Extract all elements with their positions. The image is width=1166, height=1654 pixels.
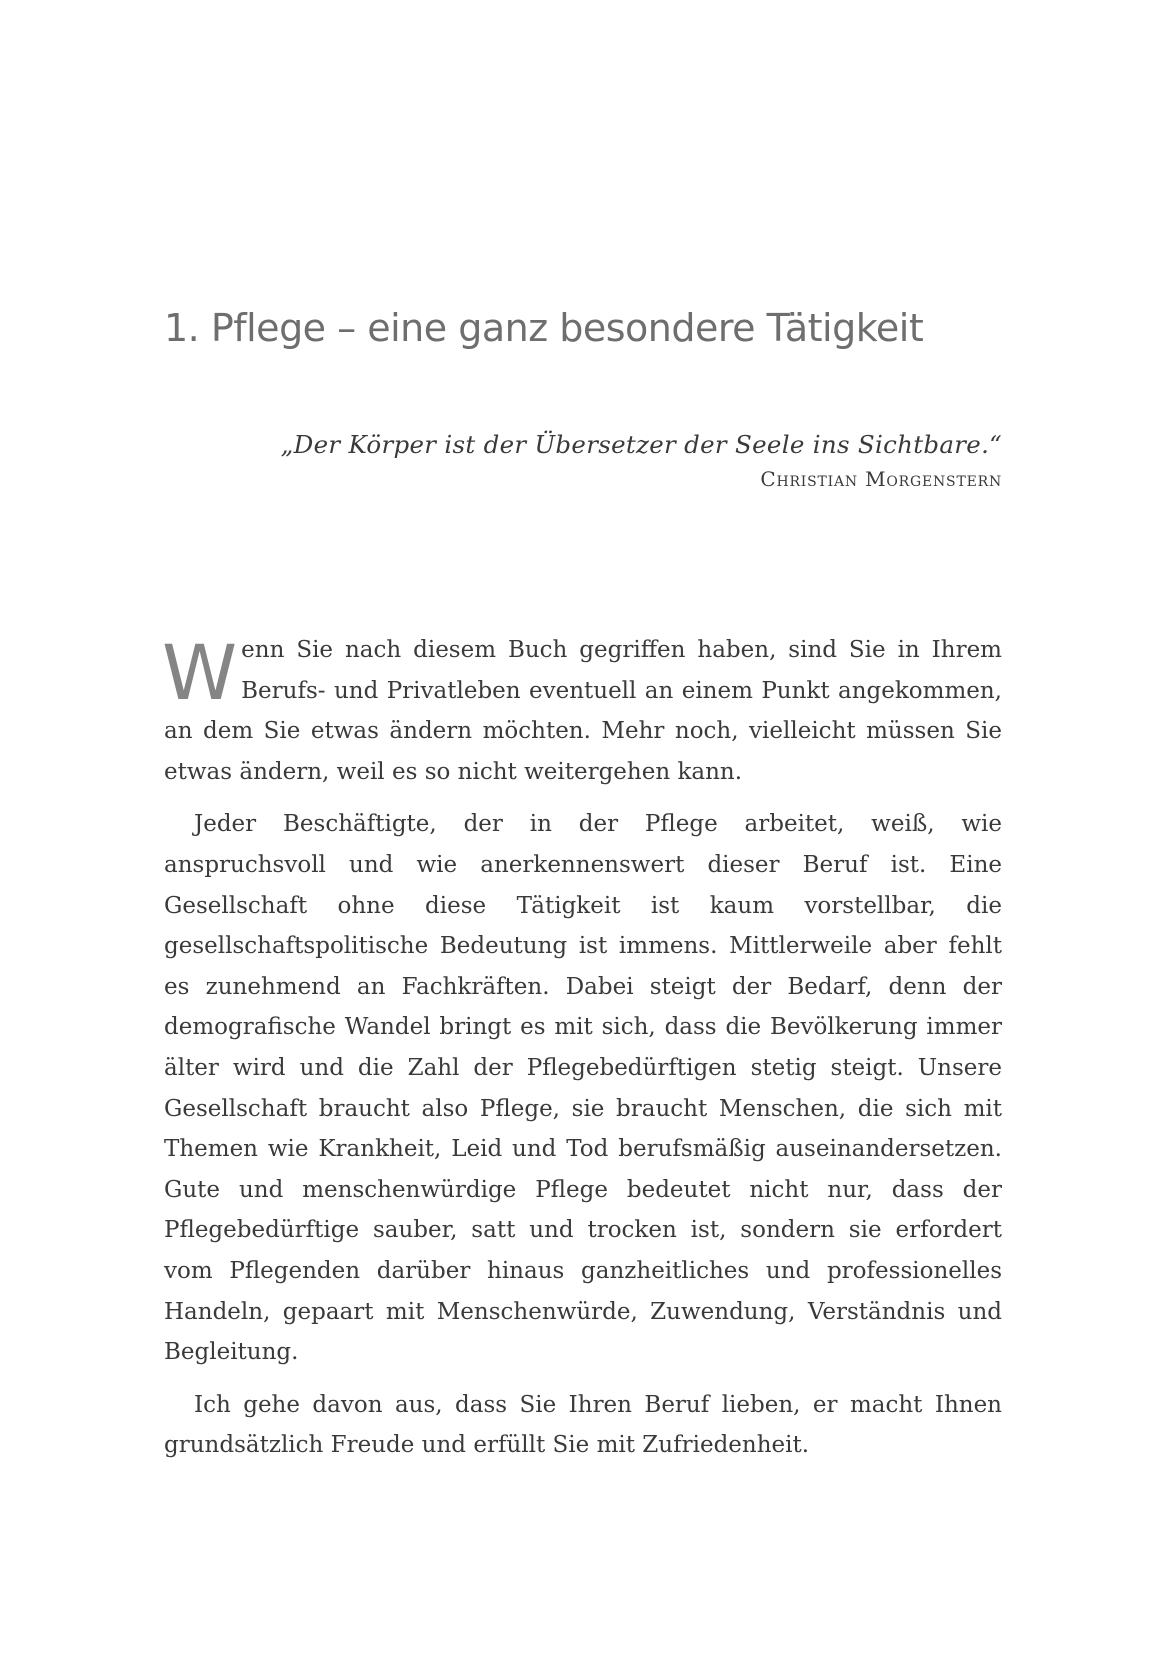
epigraph-quote: „Der Körper ist der Übersetzer der Seele ins Sichtbare.“ [280,430,1002,459]
epigraph-author: Christian Morgenstern [760,467,1002,491]
epigraph [281,428,1002,496]
paragraph-2: Jeder Beschäftigte, der in der Pflege arbeitet, weiß, wie anspruchsvoll und wie anerkennenswert dieser Beruf ist. Eine Gesellschaft ohne diese Tätigkeit ist kaum vorstellbar, die gesellschaftspolitische Bedeutung ist immens. Mittlerweile aber fehlt es zunehmend an Fachkräften. Dabei steigt der Bedarf, denn der demografische Wandel bringt es mit sich, dass die Bevölkerung immer älter wird und die Zahl der Pflegebedürftigen stetig steigt. Unsere Gesellschaft braucht also Pflege, sie braucht Menschen, die sich mit Themen wie Krankheit, Leid und Tod berufsmäßig auseinandersetzen. Gute und menschenwürdige Pflege bedeutet nicht nur, dass der Pflegebedürftige sauber, satt und trocken ist, sondern sie erfordert vom Pflegenden darüber hinaus ganzheitliches und professionelles Handeln, gepaart mit Menschenwürde, Zuwendung, Verständnis und Begleitung. [164,811,1002,1366]
body-text [164,630,1002,1478]
paragraph-1-text: enn Sie nach diesem Buch gegriffen haben, sind Sie in Ihrem Berufs- und Privatleben eventuell an einem Punkt angekommen, an dem Sie etwas ändern möchten. Mehr noch, vielleicht müssen Sie etwas ändern, weil es so nicht weitergehen kann. [164,637,1002,785]
drop-cap: W [162,628,234,717]
paragraph-1 [164,630,1002,792]
chapter-title: 1. Pflege – eine ganz besondere Tätigkeit [164,306,924,350]
paragraph-3: Ich gehe davon aus, dass Sie Ihren Beruf lieben, er macht Ihnen grundsätzlich Freude und erfüllt Sie mit Zufriedenheit. [164,1391,1002,1459]
